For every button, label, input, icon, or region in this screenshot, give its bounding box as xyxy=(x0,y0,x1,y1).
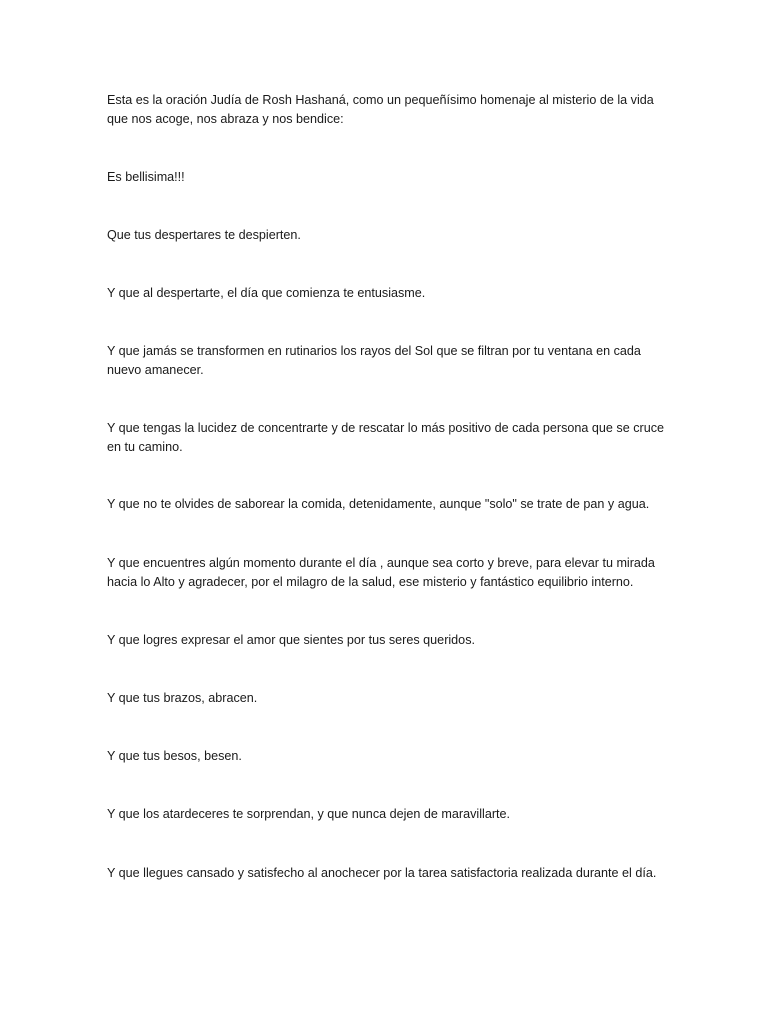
paragraph-exclamation: Es bellisima!!! xyxy=(107,170,185,184)
paragraph-intro: Esta es la oración Judía de Rosh Hashaná, como un pequeñísimo homenaje al misterio de la vida que nos acoge, nos abraza y nos bendice: xyxy=(107,93,654,126)
paragraph-amor: Y que logres expresar el amor que sientes por tus seres queridos. xyxy=(107,633,475,647)
paragraph-besos: Y que tus besos, besen. xyxy=(107,749,242,763)
paragraph-entusiasme: Y que al despertarte, el día que comienza te entusiasme. xyxy=(107,286,426,300)
paragraph-rayos-del-sol: Y que jamás se transformen en rutinarios los rayos del Sol que se filtran por tu ventana en cada nuevo amanecer. xyxy=(107,344,641,377)
paragraph-despertares: Que tus despertares te despierten. xyxy=(107,228,301,242)
paragraph-saborear: Y que no te olvides de saborear la comida, detenidamente, aunque "solo" se trate de pan y agua. xyxy=(107,497,650,511)
paragraph-agradecer: Y que encuentres algún momento durante el día , aunque sea corto y breve, para elevar tu mirada hacia lo Alto y agradecer, por el milagro de la salud, ese misterio y fantástico equilibrio interno. xyxy=(107,556,655,589)
paragraph-brazos: Y que tus brazos, abracen. xyxy=(107,691,258,705)
paragraph-anochecer: Y que llegues cansado y satisfecho al anochecer por la tarea satisfactoria realizada durante el día. xyxy=(107,866,657,880)
paragraph-lucidez: Y que tengas la lucidez de concentrarte y de rescatar lo más positivo de cada persona que se cruce en tu camino. xyxy=(107,421,665,454)
paragraph-atardeceres: Y que los atardeceres te sorprendan, y que nunca dejen de maravillarte. xyxy=(107,807,511,821)
